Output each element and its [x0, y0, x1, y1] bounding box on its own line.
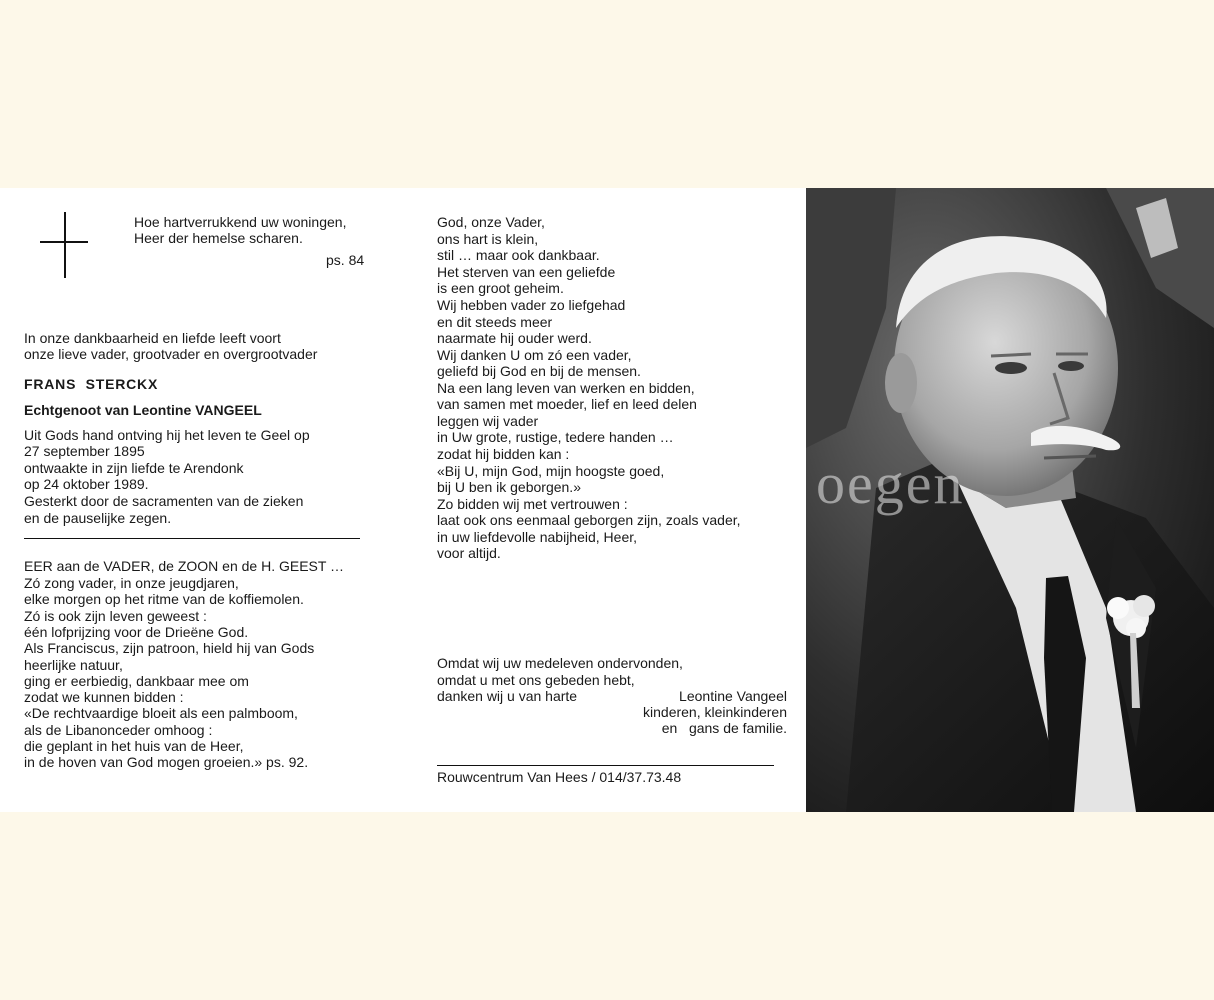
prayer-line: leggen wij vader [437, 413, 539, 429]
thanks-line: omdat u met ons gebeden hebt, [437, 672, 635, 688]
prayer-line: zodat hij bidden kan : [437, 446, 570, 462]
prayer-line: van samen met moeder, lief en leed delen [437, 396, 697, 412]
prayer-line: naarmate hij ouder werd. [437, 330, 592, 346]
psalm-line-1: Hoe hartverrukkend uw woningen, [134, 214, 347, 230]
prayer-line: laat ook ons eenmaal geborgen zijn, zoals vader, [437, 512, 741, 528]
tribute-line: Als Franciscus, zijn patroon, hield hij van Gods [24, 640, 315, 656]
bio-line: Uit Gods hand ontving hij het leven te Geel op [24, 427, 310, 443]
prayer-line: «Bij U, mijn God, mijn hoogste goed, [437, 463, 665, 479]
prayer-line: geliefd bij God en bij de mensen. [437, 363, 641, 379]
thanks-line: danken wij u van harte [437, 688, 578, 704]
spouse-line: Echtgenoot van Leontine VANGEEL [24, 402, 262, 418]
tribute-line: zodat we kunnen bidden : [24, 689, 184, 705]
bio-line: op 24 oktober 1989. [24, 476, 149, 492]
tribute-line: Zó is ook zijn leven geweest : [24, 608, 207, 624]
prayer-line: en dit steeds meer [437, 314, 553, 330]
prayer-line: in uw liefdevolle nabijheid, Heer, [437, 529, 638, 545]
prayer-line: voor altijd. [437, 545, 501, 561]
divider-right [437, 765, 774, 766]
prayer-line: God, onze Vader, [437, 214, 545, 230]
tribute-line: als de Libanonceder omhoog : [24, 722, 213, 738]
bio-line: ontwaakte in zijn liefde te Arendonk [24, 460, 244, 476]
prayer-line: Zo bidden wij met vertrouwen : [437, 496, 628, 512]
intro-line-1: In onze dankbaarheid en liefde leeft voort [24, 330, 281, 346]
tribute-line: die geplant in het huis van de Heer, [24, 738, 244, 754]
funeral-home: Rouwcentrum Van Hees / 014/37.73.48 [437, 769, 682, 785]
watermark-text: oegen [816, 451, 965, 516]
prayer-line: stil … maar ook dankbaar. [437, 247, 600, 263]
cross-icon [64, 212, 66, 278]
bio-line: 27 september 1895 [24, 443, 145, 459]
psalm-line-2: Heer der hemelse scharen. [134, 230, 303, 246]
tribute-line: één lofprijzing voor de Drieëne God. [24, 624, 249, 640]
intro-line-2: onze lieve vader, grootvader en overgrootvader [24, 346, 318, 362]
prayer-line: Na een lang leven van werken en bidden, [437, 380, 695, 396]
tribute-line: EER aan de VADER, de ZOON en de H. GEEST … [24, 558, 345, 574]
tribute-line: elke morgen op het ritme van de koffiemolen. [24, 591, 304, 607]
thanks-line: Omdat wij uw medeleven ondervonden, [437, 655, 683, 671]
bio-line: en de pauselijke zegen. [24, 510, 172, 526]
tribute-line: «De rechtvaardige bloeit als een palmboom, [24, 705, 298, 721]
divider-left [24, 538, 360, 539]
tribute-line: Zó zong vader, in onze jeugdjaren, [24, 575, 239, 591]
prayer-line: in Uw grote, rustige, tedere handen … [437, 429, 674, 445]
prayer-line: bij U ben ik geborgen.» [437, 479, 581, 495]
signatory-line: en gans de familie. [661, 720, 787, 736]
signatory-line: kinderen, kleinkinderen [643, 704, 787, 720]
prayer-line: is een groot geheim. [437, 280, 564, 296]
prayer-line: Wij hebben vader zo liefgehad [437, 297, 626, 313]
tribute-line: ging er eerbiedig, dankbaar mee om [24, 673, 249, 689]
prayer-line: ons hart is klein, [437, 231, 539, 247]
psalm-ref: ps. 84 [326, 252, 365, 268]
deceased-name: FRANS STERCKX [24, 376, 159, 392]
prayer-line: Het sterven van een geliefde [437, 264, 616, 280]
tribute-line: heerlijke natuur, [24, 657, 123, 673]
cross-icon-bar [40, 241, 88, 243]
prayer-line: Wij danken U om zó een vader, [437, 347, 632, 363]
tribute-line: in de hoven van God mogen groeien.» ps. 92. [24, 754, 309, 770]
signatory-line: Leontine Vangeel [679, 688, 787, 704]
bio-line: Gesterkt door de sacramenten van de zieken [24, 493, 304, 509]
